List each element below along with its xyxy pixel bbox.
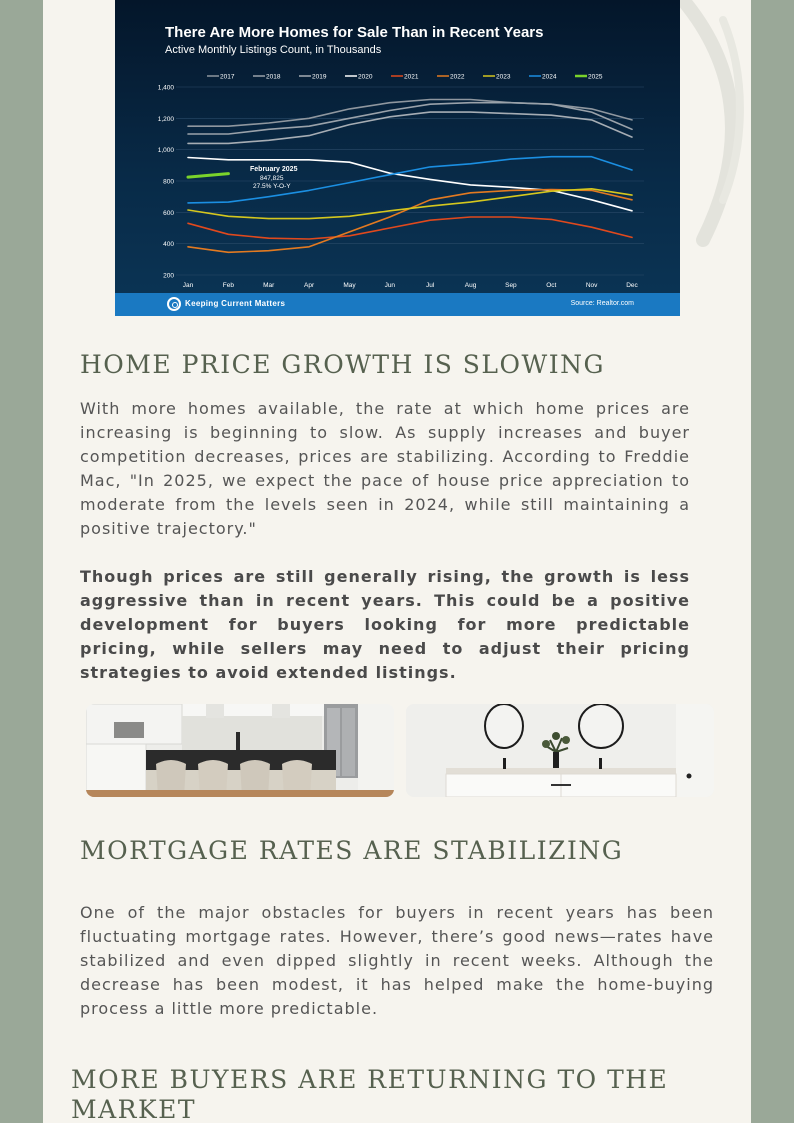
x-tick-label: Jan	[182, 282, 194, 289]
chart-plot	[115, 0, 680, 293]
kcm-logo-icon	[167, 297, 181, 311]
legend-label: 2017	[220, 73, 235, 81]
y-tick-label: 1,200	[157, 115, 174, 123]
series-line-2021	[188, 217, 632, 239]
annotation-value: 847,825	[260, 175, 284, 182]
series-line-2024	[188, 157, 632, 203]
legend-label: 2019	[312, 73, 327, 81]
x-tick-label: Aug	[464, 282, 477, 289]
y-tick-label: 400	[163, 241, 174, 249]
x-tick-label: Nov	[585, 282, 598, 289]
y-tick-label: 1,400	[157, 84, 174, 92]
series-line-2019	[188, 112, 632, 143]
section-paragraph-price-growth-bold: Though prices are still generally rising, the growth is less aggressive than in recent years. This could be a positive development for buyers looking for more predictable pricing, while sellers may need to adjust their pricing strategies to avoid extended listings.	[80, 567, 690, 682]
annotation-change: 27.5% Y-O-Y	[253, 183, 291, 190]
x-tick-label: Feb	[222, 282, 234, 289]
y-tick-label: 600	[163, 209, 174, 217]
listings-chart	[115, 0, 680, 316]
x-tick-label: Sep	[505, 282, 517, 289]
chart-subtitle: Active Monthly Listings Count, in Thousands	[165, 44, 382, 56]
brand-name: Keeping Current Matters	[185, 299, 286, 308]
section-paragraph-price-growth: With more homes available, the rate at which home prices are increasing is beginning to slow. As supply increases and buyer competition decreases, prices are stabilizing. According to Freddie Mac, "In 2025, we expect the pace of house price appreciation to moderate from the levels seen in 2024, while still maintaining a positive trajectory."	[80, 399, 690, 538]
x-tick-label: Apr	[304, 282, 315, 289]
x-tick-label: Jul	[426, 282, 435, 289]
legend-label: 2018	[266, 73, 281, 81]
y-tick-label: 200	[163, 272, 174, 280]
legend-label: 2025	[588, 73, 603, 81]
y-tick-label: 800	[163, 178, 174, 186]
chart-title: There Are More Homes for Sale Than in Recent Years	[165, 24, 544, 41]
legend-label: 2024	[542, 73, 557, 81]
x-tick-label: May	[343, 282, 356, 289]
y-tick-label: 1,000	[157, 147, 174, 155]
legend-label: 2023	[496, 73, 511, 81]
x-tick-label: Oct	[546, 282, 557, 289]
series-line-2017	[188, 100, 632, 127]
legend-label: 2022	[450, 73, 465, 81]
section-heading-price-growth: HOME PRICE GROWTH IS SLOWING	[80, 350, 605, 379]
section-heading-buyers-returning: MORE BUYERS ARE RETURNING TO THE MARKET	[71, 1065, 669, 1123]
x-tick-label: Dec	[626, 282, 638, 289]
kitchen-photo	[86, 704, 394, 797]
legend-label: 2020	[358, 73, 373, 81]
document-page	[43, 0, 751, 1123]
section-paragraph-mortgage-rates: One of the major obstacles for buyers in recent years has been fluctuating mortgage rates. However, there’s good news—rates have stabilized and even dipped slightly in recent weeks. Although the decrease has been modest, it has helped make the home-buying process a little more predictable.	[80, 903, 714, 1018]
bathroom-photo	[406, 704, 714, 797]
x-tick-label: Jun	[384, 282, 396, 289]
section-heading-mortgage-rates: MORTGAGE RATES ARE STABILIZING	[80, 836, 624, 865]
series-line-2025	[188, 174, 228, 178]
x-tick-label: Mar	[263, 282, 275, 289]
legend-label: 2021	[404, 73, 419, 81]
annotation-title: February 2025	[250, 166, 298, 173]
chart-source: Source: Realtor.com	[570, 300, 634, 307]
